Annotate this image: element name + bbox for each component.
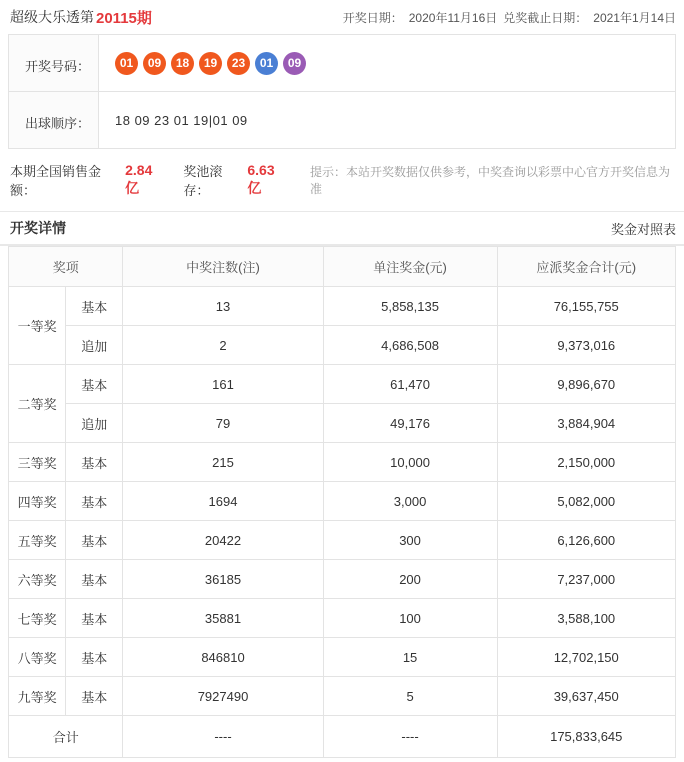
page-header	[0, 0, 684, 34]
prize-type: 基本	[66, 287, 123, 326]
prize-total: 2,150,000	[497, 443, 676, 482]
prize-total: 7,237,000	[497, 560, 676, 599]
prize-type: 基本	[66, 482, 123, 521]
winner-count: 2	[123, 326, 323, 365]
prize-level: 六等奖	[9, 560, 66, 599]
lottery-ball: 18	[171, 52, 194, 75]
table-header-row	[9, 247, 676, 287]
draw-numbers-value	[99, 35, 675, 91]
total-amount: 175,833,645	[497, 716, 676, 758]
draw-numbers-label-text: 开奖号码：	[25, 59, 91, 74]
table-row	[9, 677, 676, 716]
prize-level: 五等奖	[9, 521, 66, 560]
draw-numbers-row	[9, 35, 675, 92]
prize-per-bet: 3,000	[323, 482, 497, 521]
header-dates	[337, 9, 676, 26]
sales-amount: 2.84亿	[125, 162, 153, 196]
prize-type: 基本	[66, 560, 123, 599]
draw-info-box	[8, 34, 676, 149]
prize-per-bet: 5,858,135	[323, 287, 497, 326]
table-row	[9, 638, 676, 677]
prize-per-bet: 100	[323, 599, 497, 638]
prize-total: 39,637,450	[497, 677, 676, 716]
table-row	[9, 521, 676, 560]
prize-reference-link[interactable]: 奖金对照表	[610, 221, 676, 237]
col-header-per: 单注奖金(元)	[323, 247, 497, 287]
detail-header	[0, 212, 684, 246]
winner-count: 13	[123, 287, 323, 326]
issue-number: 20115期	[96, 9, 152, 27]
lottery-ball: 19	[199, 52, 222, 75]
prize-type: 追加	[66, 404, 123, 443]
draw-numbers-label	[9, 35, 99, 91]
lottery-ball: 09	[283, 52, 306, 75]
ball-list	[115, 52, 311, 75]
prize-type: 基本	[66, 638, 123, 677]
lottery-ball: 23	[227, 52, 250, 75]
prize-total: 9,373,016	[497, 326, 676, 365]
table-row	[9, 404, 676, 443]
prize-level: 四等奖	[9, 482, 66, 521]
col-header-total: 应派奖金合计(元)	[497, 247, 676, 287]
prize-type: 基本	[66, 599, 123, 638]
winner-count: 35881	[123, 599, 323, 638]
lottery-name: 超级大乐透	[10, 9, 80, 25]
prize-per-bet: 15	[323, 638, 497, 677]
table-total-row	[9, 716, 676, 758]
deadline-value: 2021年1月14日	[593, 10, 676, 25]
col-header-count: 中奖注数(注)	[123, 247, 323, 287]
winner-count: 36185	[123, 560, 323, 599]
prize-table	[8, 246, 676, 758]
prize-level: 七等奖	[9, 599, 66, 638]
prize-total: 5,082,000	[497, 482, 676, 521]
deadline-label: 兑奖截止日期：	[503, 10, 588, 25]
draw-date-label: 开奖日期：	[342, 10, 403, 25]
winner-count: 20422	[123, 521, 323, 560]
prize-type: 基本	[66, 677, 123, 716]
prize-level: 九等奖	[9, 677, 66, 716]
prize-level: 二等奖	[9, 365, 66, 443]
prize-level: 一等奖	[9, 287, 66, 365]
prize-per-bet: 49,176	[323, 404, 497, 443]
prize-type: 基本	[66, 365, 123, 404]
issue-prefix: 第	[80, 9, 94, 25]
prize-table-body	[9, 287, 676, 758]
prize-type: 追加	[66, 326, 123, 365]
winner-count: 79	[123, 404, 323, 443]
prize-table-head	[9, 247, 676, 287]
prize-type: 基本	[66, 443, 123, 482]
detail-title: 开奖详情	[10, 220, 66, 236]
sales-tip: 提示：本站开奖数据仅供参考，中奖查询以彩票中心官方开奖信息为准	[309, 165, 670, 196]
lottery-ball: 01	[255, 52, 278, 75]
prize-per-bet: 300	[323, 521, 497, 560]
winner-count: 161	[123, 365, 323, 404]
sales-summary	[0, 149, 684, 212]
draw-order-label	[9, 92, 99, 148]
table-row	[9, 560, 676, 599]
sales-label: 本期全国销售金额：	[10, 164, 102, 198]
table-row	[9, 326, 676, 365]
total-label: 合计	[9, 716, 123, 758]
total-count: ----	[123, 716, 323, 758]
prize-total: 3,588,100	[497, 599, 676, 638]
draw-date-value: 2020年11月16日	[408, 10, 498, 25]
prize-per-bet: 61,470	[323, 365, 497, 404]
draw-order-label-text: 出球顺序：	[25, 116, 91, 131]
table-row	[9, 443, 676, 482]
pool-label: 奖池滚存：	[183, 164, 223, 198]
prize-total: 76,155,755	[497, 287, 676, 326]
draw-order-text: 18 09 23 01 19|01 09	[115, 112, 248, 128]
prize-type: 基本	[66, 521, 123, 560]
pool-amount: 6.63亿	[247, 162, 275, 196]
prize-level: 八等奖	[9, 638, 66, 677]
prize-total: 6,126,600	[497, 521, 676, 560]
winner-count: 7927490	[123, 677, 323, 716]
total-per: ----	[323, 716, 497, 758]
prize-per-bet: 5	[323, 677, 497, 716]
draw-order-row	[9, 92, 675, 148]
table-row	[9, 287, 676, 326]
winner-count: 215	[123, 443, 323, 482]
prize-total: 12,702,150	[497, 638, 676, 677]
table-row	[9, 482, 676, 521]
prize-per-bet: 200	[323, 560, 497, 599]
lottery-ball: 01	[115, 52, 138, 75]
table-row	[9, 365, 676, 404]
col-header-prize: 奖项	[9, 247, 123, 287]
lottery-ball: 09	[143, 52, 166, 75]
prize-per-bet: 4,686,508	[323, 326, 497, 365]
draw-order-value	[99, 92, 675, 148]
prize-total: 9,896,670	[497, 365, 676, 404]
prize-per-bet: 10,000	[323, 443, 497, 482]
prize-level: 三等奖	[9, 443, 66, 482]
winner-count: 1694	[123, 482, 323, 521]
table-row	[9, 599, 676, 638]
winner-count: 846810	[123, 638, 323, 677]
prize-total: 3,884,904	[497, 404, 676, 443]
